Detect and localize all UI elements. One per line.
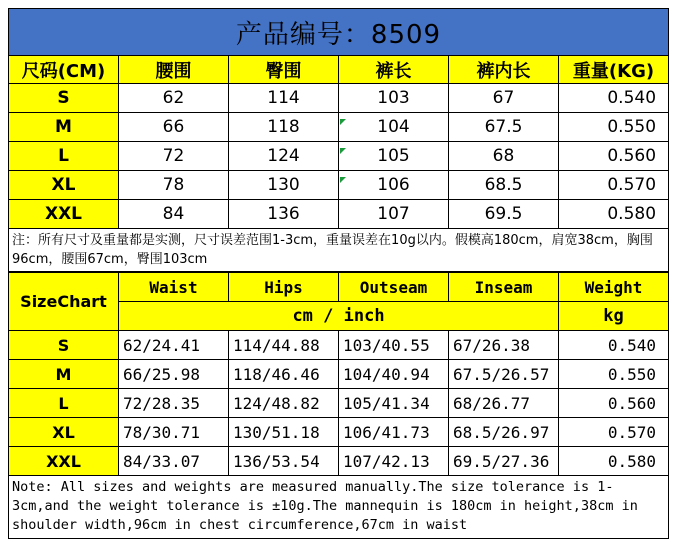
cn-header-waist: 腰围 (119, 56, 229, 84)
table-cell: 0.570 (559, 171, 669, 200)
unit-kg: kg (559, 302, 669, 331)
table-cell: 114/44.88 (229, 331, 339, 360)
en-measurement-note: Note: All sizes and weights are measured manually.The size tolerance is 1-3cm,and the weight tolerance is ±10g.The mannequin is 180cm in height,38cm in shoulder width,96cm in chest circumference,67cm in waist (9, 476, 669, 539)
table-cell: 67.5 (449, 113, 559, 142)
cn-size-table (8, 8, 669, 272)
en-header-outseam: Outseam (339, 273, 449, 302)
size-cell: S (9, 331, 119, 360)
table-row (9, 331, 669, 360)
table-cell: 0.540 (559, 331, 669, 360)
size-cell: XL (9, 418, 119, 447)
table-cell: 107/42.13 (339, 447, 449, 476)
size-chart-document (8, 8, 668, 539)
table-cell: 130 (229, 171, 339, 200)
cell-marker-icon (340, 119, 346, 125)
table-cell: 69.5 (449, 200, 559, 229)
table-cell: 84/33.07 (119, 447, 229, 476)
table-cell: 103 (339, 84, 449, 113)
table-row (9, 113, 669, 142)
size-cell: L (9, 142, 119, 171)
size-cell: XXL (9, 447, 119, 476)
en-header-inseam: Inseam (449, 273, 559, 302)
cn-header-size: 尺码(CM) (9, 56, 119, 84)
table-cell: 124/48.82 (229, 389, 339, 418)
table-cell: 107 (339, 200, 449, 229)
table-cell: 67 (449, 84, 559, 113)
cn-header-hips: 臀围 (229, 56, 339, 84)
unit-cm-inch: cm / inch (119, 302, 559, 331)
table-row (9, 142, 669, 171)
table-row (9, 200, 669, 229)
table-row (9, 389, 669, 418)
table-row (9, 447, 669, 476)
table-cell: 106/41.73 (339, 418, 449, 447)
table-cell: 0.580 (559, 200, 669, 229)
cn-header-row (9, 56, 669, 84)
size-cell: XL (9, 171, 119, 200)
size-cell: L (9, 389, 119, 418)
table-cell: 136/53.54 (229, 447, 339, 476)
table-cell: 0.560 (559, 389, 669, 418)
cn-measurement-note: 注：所有尺寸及重量都是实测，尺寸误差范围1-3cm，重量误差在10g以内。假模高180cm，肩宽38cm，胸围96cm，腰围67cm，臀围103cm (9, 229, 669, 272)
table-cell: 124 (229, 142, 339, 171)
en-size-table (8, 272, 669, 539)
table-cell: 0.570 (559, 418, 669, 447)
cn-header-weight: 重量(KG) (559, 56, 669, 84)
en-header-weight: Weight (559, 273, 669, 302)
en-header-row (9, 273, 669, 302)
table-row (9, 360, 669, 389)
table-cell: 68/26.77 (449, 389, 559, 418)
table-cell: 68.5/26.97 (449, 418, 559, 447)
table-cell: 105 (339, 142, 449, 171)
table-cell: 67/26.38 (449, 331, 559, 360)
table-cell: 118 (229, 113, 339, 142)
en-header-waist: Waist (119, 273, 229, 302)
table-cell: 106 (339, 171, 449, 200)
table-cell: 68.5 (449, 171, 559, 200)
table-cell: 67.5/26.57 (449, 360, 559, 389)
size-chart-label: SizeChart (9, 273, 119, 331)
table-cell: 118/46.46 (229, 360, 339, 389)
table-cell: 68 (449, 142, 559, 171)
table-cell: 104 (339, 113, 449, 142)
table-cell: 62/24.41 (119, 331, 229, 360)
table-cell: 0.550 (559, 360, 669, 389)
table-cell: 0.550 (559, 113, 669, 142)
table-cell: 0.540 (559, 84, 669, 113)
table-cell: 130/51.18 (229, 418, 339, 447)
table-cell: 114 (229, 84, 339, 113)
table-cell: 72 (119, 142, 229, 171)
size-cell: XXL (9, 200, 119, 229)
table-cell: 104/40.94 (339, 360, 449, 389)
table-cell: 62 (119, 84, 229, 113)
cn-header-inseam: 裤内长 (449, 56, 559, 84)
table-cell: 66 (119, 113, 229, 142)
table-cell: 69.5/27.36 (449, 447, 559, 476)
table-cell: 66/25.98 (119, 360, 229, 389)
table-cell: 105/41.34 (339, 389, 449, 418)
table-cell: 103/40.55 (339, 331, 449, 360)
table-cell: 0.560 (559, 142, 669, 171)
table-cell: 136 (229, 200, 339, 229)
table-cell: 0.580 (559, 447, 669, 476)
size-cell: M (9, 360, 119, 389)
table-row (9, 418, 669, 447)
cn-header-length: 裤长 (339, 56, 449, 84)
cell-marker-icon (340, 148, 346, 154)
table-cell: 78 (119, 171, 229, 200)
table-cell: 78/30.71 (119, 418, 229, 447)
table-cell: 84 (119, 200, 229, 229)
size-cell: M (9, 113, 119, 142)
size-cell: S (9, 84, 119, 113)
table-cell: 72/28.35 (119, 389, 229, 418)
table-row (9, 171, 669, 200)
en-header-hips: Hips (229, 273, 339, 302)
cell-marker-icon (340, 177, 346, 183)
table-row (9, 84, 669, 113)
product-title: 产品编号：8509 (9, 9, 669, 56)
